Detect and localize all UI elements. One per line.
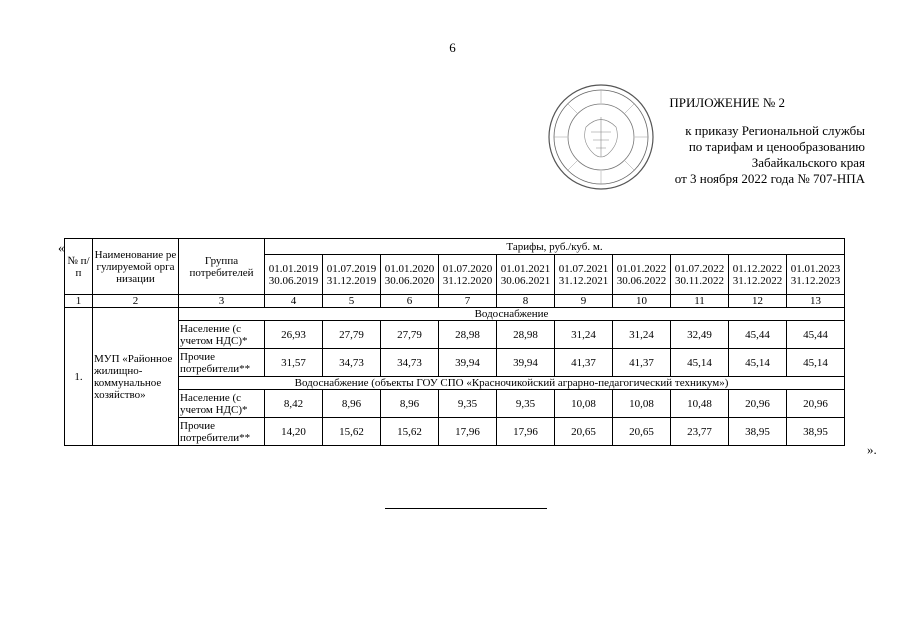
consumer-group: Прочие потребители** <box>179 418 265 446</box>
tariff-value: 20,96 <box>729 390 787 418</box>
tariff-value: 27,79 <box>323 321 381 349</box>
tariff-value: 45,14 <box>787 349 845 377</box>
table-row <box>65 349 845 377</box>
tariff-value: 9,35 <box>497 390 555 418</box>
column-number: 12 <box>729 295 787 308</box>
column-number: 1 <box>65 295 93 308</box>
tariff-value: 10,48 <box>671 390 729 418</box>
appendix-line: к приказу Региональной службы <box>685 123 865 138</box>
header-period: 01.01.2022 30.06.2022 <box>613 255 671 295</box>
tariff-value: 38,95 <box>729 418 787 446</box>
quote-close: ». <box>867 442 877 457</box>
tariff-value: 8,96 <box>323 390 381 418</box>
appendix-line: от 3 ноября 2022 года № 707-НПА <box>674 171 865 186</box>
header-period: 01.07.2019 31.12.2019 <box>323 255 381 295</box>
header-period: 01.07.2021 31.12.2021 <box>555 255 613 295</box>
column-number: 2 <box>93 295 179 308</box>
tariff-value: 34,73 <box>381 349 439 377</box>
table-row <box>65 321 845 349</box>
row-number: 1. <box>65 308 93 446</box>
tariff-value: 20,96 <box>787 390 845 418</box>
tariff-value: 41,37 <box>555 349 613 377</box>
section-title: Водоснабжение <box>179 308 845 321</box>
column-number: 10 <box>613 295 671 308</box>
closing-divider <box>385 508 547 509</box>
tariff-value: 31,24 <box>613 321 671 349</box>
header-period: 01.07.2020 31.12.2020 <box>439 255 497 295</box>
tariff-value: 38,95 <box>787 418 845 446</box>
consumer-group: Население (с учетом НДС)* <box>179 390 265 418</box>
appendix-title: ПРИЛОЖЕНИЕ № 2 <box>669 95 785 110</box>
header-org: Наименование регулируемой организации <box>93 239 179 295</box>
tariff-value: 15,62 <box>381 418 439 446</box>
tariff-value: 17,96 <box>439 418 497 446</box>
tariff-value: 14,20 <box>265 418 323 446</box>
consumer-group: Население (с учетом НДС)* <box>179 321 265 349</box>
appendix-line: по тарифам и ценообразованию <box>688 139 865 154</box>
tariff-value: 31,57 <box>265 349 323 377</box>
tariff-value: 39,94 <box>497 349 555 377</box>
header-tariffs-title: Тарифы, руб./куб. м. <box>265 239 845 255</box>
tariff-value: 28,98 <box>439 321 497 349</box>
tariff-value: 45,44 <box>787 321 845 349</box>
tariff-value: 39,94 <box>439 349 497 377</box>
header-num: № п/п <box>65 239 93 295</box>
tariff-value: 45,14 <box>671 349 729 377</box>
column-number: 8 <box>497 295 555 308</box>
tariff-value: 28,98 <box>497 321 555 349</box>
tariff-value: 31,24 <box>555 321 613 349</box>
tariff-value: 15,62 <box>323 418 381 446</box>
column-number: 6 <box>381 295 439 308</box>
column-number: 9 <box>555 295 613 308</box>
organization-name: МУП «Районное жилищно-коммунальное хозяйство» <box>93 308 179 446</box>
tariff-table <box>64 238 845 446</box>
column-number: 11 <box>671 295 729 308</box>
tariff-value: 32,49 <box>671 321 729 349</box>
header-group: Группа потребителей <box>179 239 265 295</box>
tariff-value: 27,79 <box>381 321 439 349</box>
tariff-value: 41,37 <box>613 349 671 377</box>
table-row <box>65 418 845 446</box>
tariff-value: 8,96 <box>381 390 439 418</box>
tariff-value: 10,08 <box>555 390 613 418</box>
quote-open: « <box>58 240 65 255</box>
appendix-block <box>560 95 865 187</box>
section-title: Водоснабжение (объекты ГОУ СПО «Красночикойский аграрно-педагогический техникум») <box>179 377 845 390</box>
header-period: 01.01.2019 30.06.2019 <box>265 255 323 295</box>
tariff-value: 17,96 <box>497 418 555 446</box>
column-number: 5 <box>323 295 381 308</box>
tariff-value: 20,65 <box>613 418 671 446</box>
table-row <box>65 390 845 418</box>
column-number: 13 <box>787 295 845 308</box>
appendix-line: Забайкальского края <box>751 155 865 170</box>
header-period: 01.01.2021 30.06.2021 <box>497 255 555 295</box>
tariff-value: 8,42 <box>265 390 323 418</box>
tariff-value: 9,35 <box>439 390 497 418</box>
header-period: 01.07.2022 30.11.2022 <box>671 255 729 295</box>
column-number: 4 <box>265 295 323 308</box>
consumer-group: Прочие потребители** <box>179 349 265 377</box>
tariff-value: 10,08 <box>613 390 671 418</box>
tariff-value: 34,73 <box>323 349 381 377</box>
column-number: 3 <box>179 295 265 308</box>
header-period: 01.12.2022 31.12.2022 <box>729 255 787 295</box>
column-number: 7 <box>439 295 497 308</box>
tariff-value: 23,77 <box>671 418 729 446</box>
tariff-value: 20,65 <box>555 418 613 446</box>
tariff-value: 26,93 <box>265 321 323 349</box>
header-period: 01.01.2023 31.12.2023 <box>787 255 845 295</box>
column-number-row <box>65 295 845 308</box>
header-period: 01.01.2020 30.06.2020 <box>381 255 439 295</box>
tariff-value: 45,14 <box>729 349 787 377</box>
page-number: 6 <box>449 40 456 55</box>
tariff-value: 45,44 <box>729 321 787 349</box>
